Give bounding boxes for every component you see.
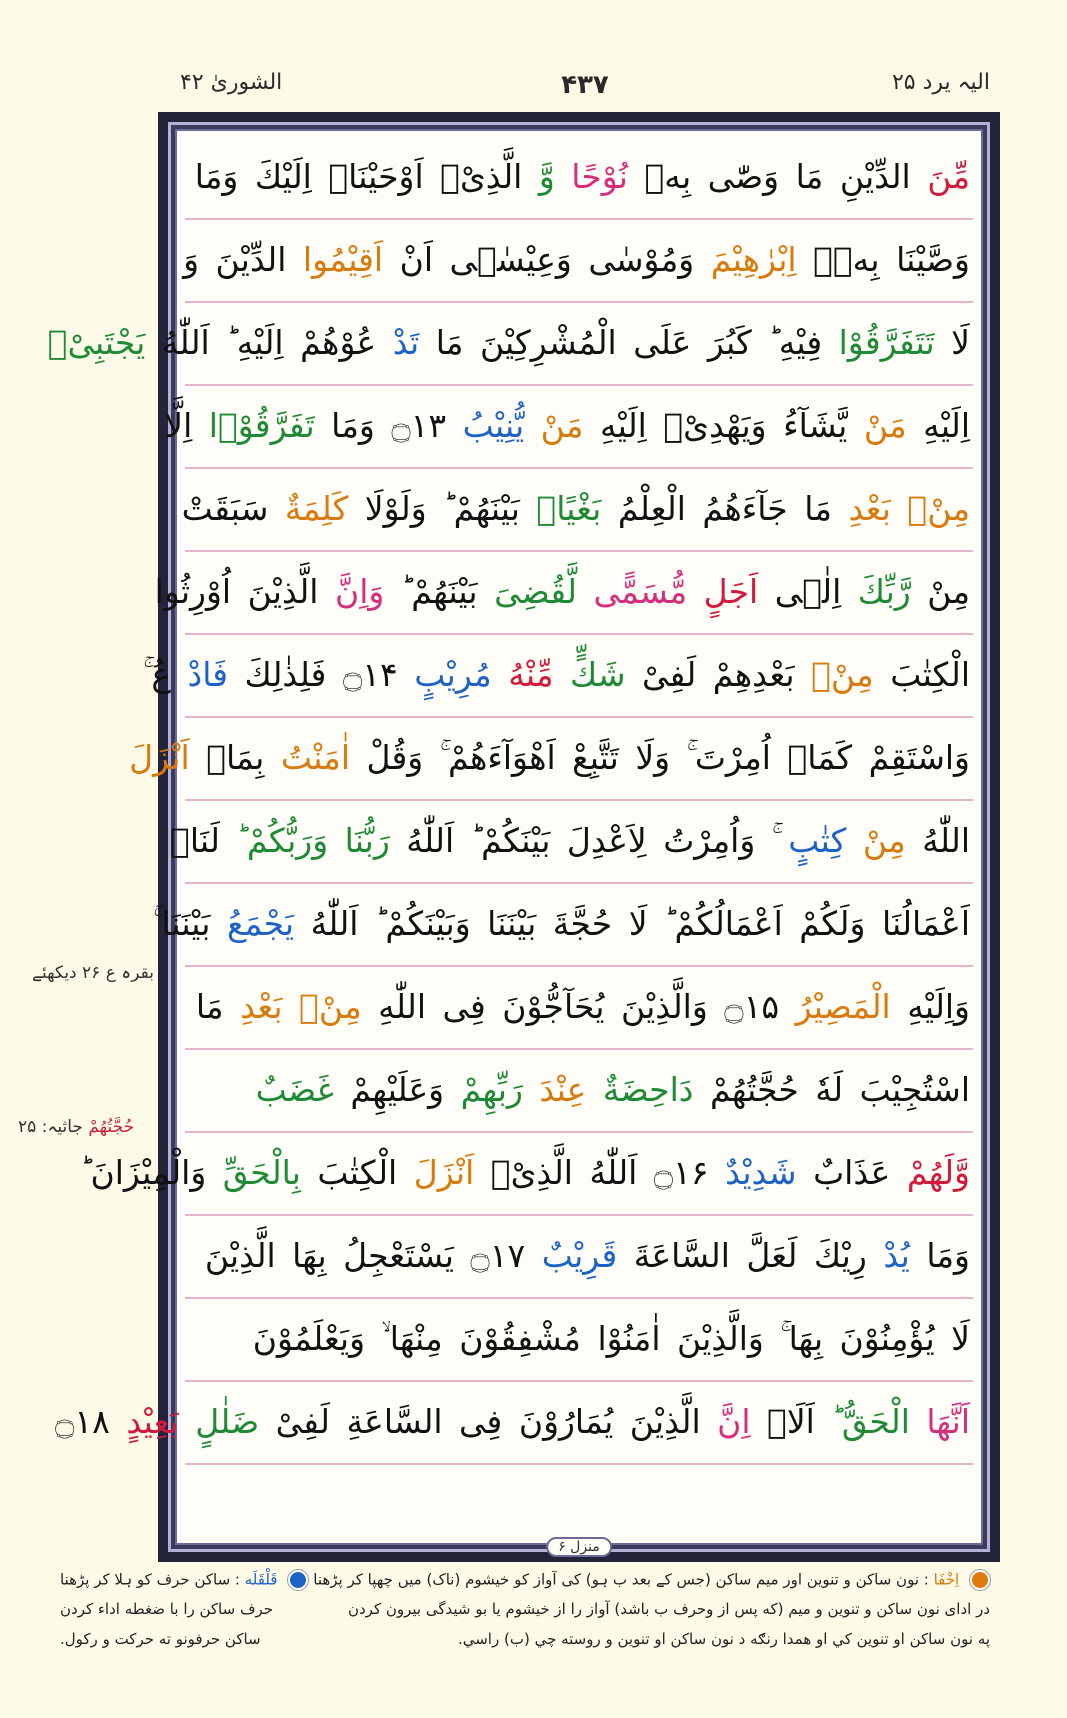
word: یُّنِیْبُ xyxy=(462,406,525,445)
word: ۝۱۵ xyxy=(724,987,780,1026)
word: اَقِیْمُوا xyxy=(302,240,384,279)
word: وَبَیْنَكُمْ ؕ xyxy=(374,904,471,943)
text-line xyxy=(153,882,973,967)
word: الْكِتٰبَ xyxy=(890,655,970,694)
legend-ikhfa-ps: په نون ساکن او تنوین کي او همدا رنګه د نون ساکن او تنوین و روسته چي (ب) راسي. xyxy=(457,1630,990,1648)
word: الَّذِیْۤ xyxy=(490,1153,573,1192)
word: اللّٰهُ xyxy=(922,821,970,860)
word: مُشْفِقُوْنَ xyxy=(459,1319,581,1358)
legend-ikhfa-label: اِخْفَا xyxy=(933,1570,960,1589)
margin-note-cross-reference xyxy=(32,962,154,983)
word: اَعْمَالُنَا xyxy=(881,904,970,943)
text-line xyxy=(185,1048,973,1133)
word: بَعْدِ xyxy=(848,489,891,528)
margin-note-word: حُجَّتُهُمْ xyxy=(88,1117,135,1137)
page-header xyxy=(180,70,990,110)
word: بِمَاۤ xyxy=(206,738,265,777)
page-number: ۴۳۷ xyxy=(561,70,609,100)
text-line xyxy=(185,965,973,1050)
text-line xyxy=(170,799,973,884)
text-line xyxy=(143,633,973,718)
word: حُجَّتُهُمْ xyxy=(709,1070,799,1109)
word: غَضَبٌ xyxy=(255,1070,334,1109)
word: كَبُرَ xyxy=(707,323,752,362)
word: حُجَّةَ xyxy=(552,904,613,943)
word: بَیْنَكُمْ ؕ xyxy=(470,821,551,860)
word: ۝۱۴ xyxy=(342,655,398,694)
word: وَصّٰی xyxy=(707,157,780,196)
word: وَلَا xyxy=(635,738,671,777)
word: ضَلٰلٍ xyxy=(195,1402,260,1441)
word: وَّ xyxy=(538,157,555,196)
word: بِالْحَقِّ xyxy=(222,1153,301,1192)
word: رَّبِّكَ xyxy=(857,572,911,611)
word: مَا xyxy=(195,987,224,1026)
legend-row-ikhfa-ps xyxy=(458,1630,990,1648)
word: مِنْۢ xyxy=(299,987,362,1026)
text-line xyxy=(47,301,973,386)
word: اُمِرْتَ ۚ xyxy=(686,738,771,777)
text-line xyxy=(185,135,973,220)
word: السَّاعَةَ xyxy=(633,1236,730,1275)
orange-dot-icon xyxy=(970,1570,990,1590)
word: اَنْ xyxy=(399,240,434,279)
word: بِهَا ۚ xyxy=(780,1319,824,1358)
word: عِنْدَ xyxy=(539,1070,587,1109)
word: یَسْتَعْجِلُ xyxy=(343,1236,454,1275)
word: رَبُّنَا xyxy=(344,821,390,860)
word: وَمُوْسٰی xyxy=(588,240,695,279)
word: اِلَّا xyxy=(164,406,193,445)
word: الَّذِیْۤ xyxy=(440,157,523,196)
word: وَاِنَّ xyxy=(334,572,385,611)
word: یَجْمَعُ xyxy=(226,904,295,943)
word: اِلَیْهِ xyxy=(599,406,647,445)
margin-note-word-reference xyxy=(18,1116,134,1137)
word: لِاَعْدِلَ xyxy=(566,821,647,860)
word: فَلِذٰلِكَ xyxy=(244,655,327,694)
word: لَا xyxy=(951,1319,970,1358)
word: فِی xyxy=(459,1402,503,1441)
word: تَفَرَّقُوْۤا xyxy=(208,406,315,445)
legend-row-qalqala-fa xyxy=(60,1600,273,1618)
word: وَمَا xyxy=(926,1236,970,1275)
word: الْمَصِیْرُ xyxy=(795,987,891,1026)
word: اِلٰۤی xyxy=(774,572,842,611)
word: بَیْنَنَا xyxy=(487,904,537,943)
word: اٰمَنْتُ xyxy=(280,738,351,777)
margin-note-text: بقرہ ع ۲۶ دیکھئے xyxy=(32,963,154,983)
legend-ikhfa-text: : نون ساکن و تنوین اور میم ساکن (جس کے بعد ب ہو) کی آواز کو خیشوم (ناک) میں چھپا کر پڑھنا xyxy=(313,1570,929,1589)
word: اَجَلٍ xyxy=(703,572,759,611)
word: لَفِیْ xyxy=(642,655,697,694)
word: وَمَا xyxy=(331,406,375,445)
word: اِبْرٰهِیْمَ xyxy=(710,240,797,279)
word: وَصَّیْنَا xyxy=(896,240,970,279)
word: مِنْ xyxy=(862,821,906,860)
word: مِنْۢ xyxy=(907,489,970,528)
word: عَذَابٌ xyxy=(813,1153,891,1192)
word: لَّقُضِیَ xyxy=(494,572,577,611)
blue-dot-icon xyxy=(288,1570,308,1590)
word: الدِّیْنَ xyxy=(215,240,287,279)
word: لَفِیْ xyxy=(275,1402,330,1441)
word: وَعِیْسٰۤی xyxy=(449,240,572,279)
word: اَعْمَالُكُمْ ؕ xyxy=(664,904,783,943)
word: مُرِیْبٍ xyxy=(414,655,492,694)
word: عَلَی xyxy=(633,323,692,362)
word: وَالْمِیْزَانَ ؕ xyxy=(79,1153,207,1192)
legend-qalqala-ps: ساکن حرفونو ته حرکت و رکول. xyxy=(60,1630,261,1648)
word: عُوْهُمْ xyxy=(300,323,377,362)
word: سَبَقَتْ xyxy=(181,489,269,528)
word: رِیْكَ xyxy=(813,1236,867,1275)
word: اسْتُجِیْبَ xyxy=(859,1070,970,1109)
legend-row-ikhfa-fa xyxy=(348,1600,990,1618)
word: وَمَا xyxy=(194,157,239,196)
word: ۝۱۳ xyxy=(391,406,447,445)
word: الَّذِیْنَ xyxy=(629,1402,701,1441)
word: تَتَفَرَّقُوْا xyxy=(838,323,935,362)
word: فَادْ xyxy=(187,655,229,694)
word: بَیْنَهُمْ ؕ xyxy=(400,572,478,611)
manzil-marker: منزل ۶ xyxy=(546,1537,612,1557)
legend-row-ikhfa xyxy=(313,1570,990,1590)
word: شَكٍّ xyxy=(570,655,626,694)
word: لَنَاۤ xyxy=(170,821,220,860)
legend-row-qalqala xyxy=(60,1570,308,1590)
word: دَاحِضَةٌ xyxy=(602,1070,694,1109)
word: اَللّٰهُ xyxy=(310,904,359,943)
word: اَللّٰهُ xyxy=(161,323,210,362)
tajweed-legend xyxy=(60,1570,990,1690)
word: یُؤْمِنُوْنَ xyxy=(839,1319,935,1358)
word: ۝۱۷ xyxy=(470,1236,526,1275)
word: وَ xyxy=(183,240,200,279)
word: وَرَبُّكُمْ ؕ xyxy=(236,821,329,860)
word: الدِّیْنِ xyxy=(839,157,911,196)
word: اَللّٰهُ xyxy=(589,1153,638,1192)
word: وَالَّذِیْنَ xyxy=(677,1319,764,1358)
word: یُمَارُوْنَ xyxy=(518,1402,614,1441)
word: یُحَآجُّوْنَ xyxy=(502,987,605,1026)
word: الْكِتٰبَ xyxy=(317,1153,398,1192)
word: اَنَّهَا xyxy=(926,1402,970,1441)
word: عُ ۚ xyxy=(143,655,172,694)
word: الْمُشْرِكِیْنَ xyxy=(479,323,617,362)
word: الْحَقُّ ؕ xyxy=(831,1402,910,1441)
word: اَهْوَآءَهُمْ ۚ xyxy=(439,738,556,777)
word: وَلَكُمْ xyxy=(799,904,866,943)
word: بِهٖ xyxy=(644,157,692,196)
word: لَعَلَّ xyxy=(746,1236,798,1275)
word: ۝۱۸ xyxy=(55,1402,110,1441)
legend-qalqala-text: : ساکن حرف کو ہلا کر پڑھنا xyxy=(60,1570,240,1589)
word: وَیَهْدِیْۤ xyxy=(663,406,767,445)
word: تَدْ xyxy=(392,323,420,362)
text-line xyxy=(185,218,973,303)
word: مَنْ xyxy=(540,406,584,445)
word: لَا xyxy=(628,904,648,943)
legend-qalqala-label: قَلْقَلَه xyxy=(244,1570,278,1589)
legend-qalqala-fa: حرف ساکن را با ضغطه اداء کردن xyxy=(60,1600,274,1618)
text-line xyxy=(181,467,973,552)
word: لَا xyxy=(951,323,970,362)
word: وَقُلْ xyxy=(366,738,424,777)
word: السَّاعَةِ xyxy=(346,1402,443,1441)
word: قَرِیْبٌ xyxy=(541,1236,618,1275)
word: وَاسْتَقِمْ xyxy=(868,738,970,777)
text-line xyxy=(185,1214,973,1299)
word: اِلَیْكَ xyxy=(254,157,312,196)
word: بَعِیْدٍ xyxy=(126,1402,179,1441)
word: مِّنَ xyxy=(927,157,970,196)
word: وَاُمِرْتُ xyxy=(663,821,756,860)
word: الَّذِیْنَ xyxy=(204,1236,276,1275)
word: اَنْزَلَ xyxy=(129,738,190,777)
word: الَّذِیْنَ xyxy=(247,572,319,611)
word: جَآءَهُمُ xyxy=(702,489,788,528)
word: مَا xyxy=(795,157,824,196)
word: نُوْحًا xyxy=(571,157,628,196)
text-line xyxy=(79,1131,973,1216)
word: مَنْ xyxy=(863,406,907,445)
word: وَیَعْلَمُوْنَ xyxy=(252,1319,366,1358)
word: یُدْ xyxy=(883,1236,910,1275)
word: بِهَا xyxy=(292,1236,327,1275)
word: كِتٰبٍ xyxy=(788,821,847,860)
surah-name: الشوریٰ ۴۲ xyxy=(180,70,283,95)
word: كَلِمَةٌ xyxy=(284,489,349,528)
legend-row-qalqala-ps xyxy=(60,1630,261,1648)
word: مَا xyxy=(435,323,464,362)
word: بَیْنَنَا ۚ xyxy=(153,904,211,943)
word: مِنْ xyxy=(927,572,970,611)
word: اَوْحَیْنَاۤ xyxy=(328,157,424,196)
text-line xyxy=(154,550,973,635)
word: مِنْۢ xyxy=(811,655,874,694)
text-line xyxy=(185,1297,973,1382)
word: فِی xyxy=(442,987,486,1026)
word: مِّنْهُ xyxy=(508,655,554,694)
word: مَا xyxy=(804,489,832,528)
word: اِلَیْهِ xyxy=(923,406,970,445)
word: فِیْهِ ؕ xyxy=(768,323,823,362)
text-line xyxy=(164,384,973,469)
juz-name: الیہ یرد ۲۵ xyxy=(891,70,990,95)
word: وَّلَهُمْ xyxy=(906,1153,970,1192)
word: اَلَاۤ xyxy=(767,1402,815,1441)
word: بَیْنَهُمْ ؕ xyxy=(443,489,520,528)
word: اُوْرِثُوا xyxy=(154,572,232,611)
word: تَتَّبِعْ xyxy=(572,738,619,777)
word: رَبِّهِمْ xyxy=(460,1070,523,1109)
word: وَالَّذِیْنَ xyxy=(621,987,708,1026)
word: بَعْدِ xyxy=(240,987,283,1026)
text-line xyxy=(129,716,973,801)
word: الْعِلْمُ xyxy=(617,489,686,528)
word: مُّسَمًّی xyxy=(593,572,688,611)
word: اِلَیْهِ ؕ xyxy=(226,323,284,362)
word: ۝۱۶ xyxy=(653,1153,709,1192)
word: لَهٗ xyxy=(815,1070,844,1109)
word: وَاِلَیْهِ xyxy=(907,987,970,1026)
word: بَعْدِهِمْ xyxy=(712,655,795,694)
legend-ikhfa-fa: در ادای نون ساکن و تنوین و میم (که پس از وحرف ب باشد) آواز را از خیشوم یا بو شیدگی بیرون کردن xyxy=(347,1600,990,1618)
word: یَّشَآءُ xyxy=(783,406,848,445)
word: بِهٖۤ xyxy=(813,240,880,279)
word: كَمَاۤ xyxy=(787,738,853,777)
word: مِنْهَا ۙ xyxy=(381,1319,443,1358)
margin-note-ref: جاثیہ: ۲۵ xyxy=(18,1117,83,1137)
word: اٰمَنُوْا xyxy=(597,1319,661,1358)
word: اَنْزَلَ xyxy=(413,1153,475,1192)
word: بَغْیًاۢ xyxy=(536,489,602,528)
text-line xyxy=(55,1380,973,1465)
word: یَجْتَبِیْۤ xyxy=(47,323,146,362)
word: شَدِیْدٌ xyxy=(725,1153,797,1192)
word: اِنَّ xyxy=(717,1402,751,1441)
word: اللّٰهِ xyxy=(378,987,426,1026)
word: اَللّٰهُ xyxy=(406,821,455,860)
word: وَعَلَیْهِمْ xyxy=(350,1070,445,1109)
word: وَلَوْلَا xyxy=(364,489,427,528)
